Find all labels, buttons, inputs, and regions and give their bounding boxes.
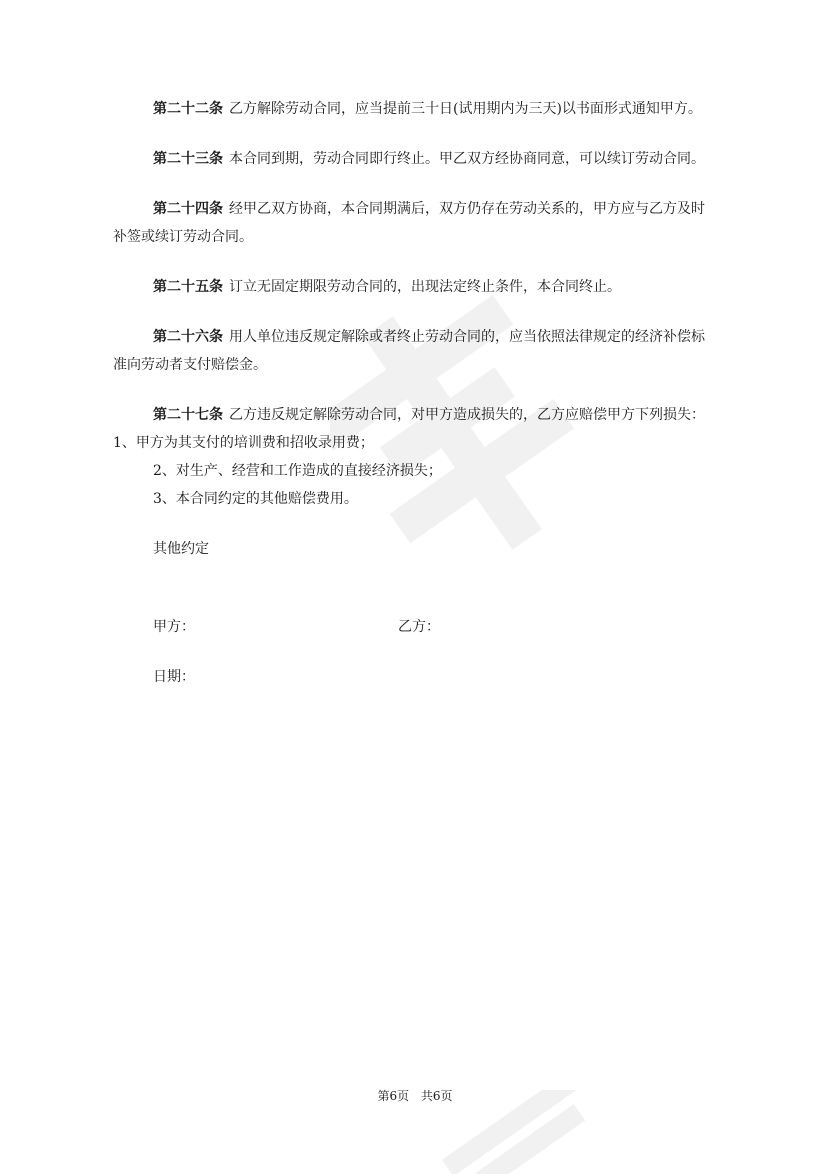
- party-a-label: 甲方：: [153, 619, 195, 635]
- page-number: 第6页: [377, 1089, 410, 1103]
- article-number: 第二十四条: [153, 201, 223, 217]
- other-terms-heading: 其他约定: [153, 541, 209, 557]
- signature-row: [113, 613, 713, 641]
- contract-body: [113, 95, 713, 691]
- article-26: [113, 323, 713, 379]
- article-25: [113, 273, 713, 301]
- article-23: [113, 145, 713, 173]
- article-27: [113, 401, 713, 457]
- page-total: 共6页: [420, 1089, 453, 1103]
- article-number: 第二十六条: [153, 329, 223, 345]
- article-text: 用人单位违反规定解除或者终止劳动合同的，应当依照法律规定的经济补偿标准向劳动者支付赔偿金。: [113, 329, 705, 373]
- list-item: 3、本合同约定的其他赔偿费用。: [153, 491, 358, 507]
- party-b-label: 乙方：: [398, 619, 440, 635]
- article-number: 第二十三条: [153, 151, 223, 167]
- article-24: [113, 195, 713, 251]
- date-label: 日期：: [153, 669, 195, 685]
- article-number: 第二十七条: [153, 407, 223, 423]
- article-text: 本合同到期，劳动合同即行终止。甲乙双方经协商同意，可以续订劳动合同。: [229, 151, 705, 167]
- article-text: 订立无固定期限劳动合同的，出现法定终止条件，本合同终止。: [229, 279, 621, 295]
- article-number: 第二十二条: [153, 101, 223, 117]
- article-text: 乙方解除劳动合同，应当提前三十日(试用期内为三天)以书面形式通知甲方。: [229, 101, 702, 117]
- article-22: [113, 95, 713, 123]
- article-text: 乙方违反规定解除劳动合同，对甲方造成损失的，乙方应赔偿甲方下列损失：1、甲方为其支付的培训费和招收录用费；: [113, 407, 705, 451]
- page-footer: [0, 1087, 830, 1104]
- article-number: 第二十五条: [153, 279, 223, 295]
- list-item: 2、对生产、经营和工作造成的直接经济损失；: [153, 463, 442, 479]
- article-text: 经甲乙双方协商，本合同期满后，双方仍存在劳动关系的，甲方应与乙方及时补签或续订劳动合同。: [113, 201, 705, 245]
